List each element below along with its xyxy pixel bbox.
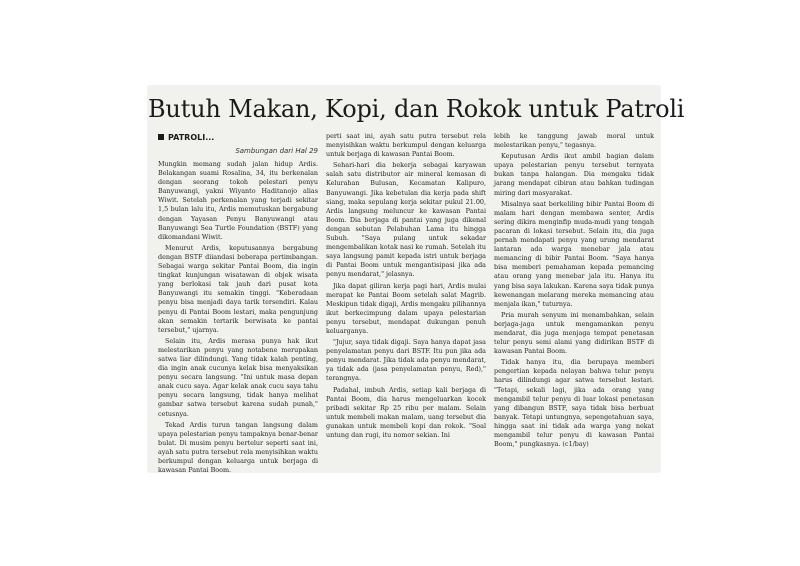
article-column-1: [158, 132, 318, 475]
section-kicker: [158, 132, 318, 143]
continuation-note: Sambungan dari Hal 29: [235, 147, 318, 155]
newspaper-clipping: [148, 86, 685, 475]
kicker-label: PATROLI...: [168, 133, 215, 142]
paragraph: Selain itu, Ardis merasa punya hak ikut melestarikan penyu yang notabene merupakan satwa liar dilindungi. Yang tidak kalah penting, dia ingin anak cucunya kelak bisa menyaksikan penyu secara langsung. "Ini untuk masa depan anak cucu saya. Agar kelak anak cucu saya tahu penyu secara langsung, tidak hanya melihat gambar satwa tersebut karena sudah punah," cetusnya.: [158, 336, 318, 418]
paragraph: Menurut Ardis, keputusannya bergabung dengan BSTF diiandasi beberapa pertimbangan. Sebagai warga sekitar Pantai Boom, dia ingin tingkat kunjungan wisatawan di objek wisata yang berlokasi tak jauh dari pusat kota Banyuwangi itu semakin tinggi. "Keberadaan penyu bisa menjadi daya tarik tersendiri. Kalau penyu di Pantai Boom lestari, maka pengunjung akan semakin tertarik berwisata ke pantai tersebut," ujarnya.: [158, 243, 318, 334]
paragraph: Tidak hanya itu, dia berupaya memberi pengertian kepada nelayan bahwa telur penyu harus dilindungi agar satwa tersebut lestari. "Tetapi, sekali lagi, jika ada orang yang mengambil telur penyu di luar lokasi penetasan yang dibangun BSTF, saya tidak bisa berbuat banyak. Tetapi untungnya, sepengetahuan saya, hingga saat ini tidak ada warga yang nekat mengambil telur penyu di kawasan Pantai Boom," pungkasnya. (c1/bay): [494, 358, 654, 449]
paragraph: Pria murah senyum ini menambahkan, selain berjaga-jaga untuk mengamankan penyu mendarat, dia juga menjaga tempat penetasan telur penyu semi alami yang didirikan BSTF di kawasan Pantai Boom.: [494, 310, 654, 356]
paragraph: Keputusan Ardis ikut ambil bagian dalam upaya pelestarian penyu tersebut ternyata bukan tanpa halangan. Dia mengaku tidak jarang mendapat cibiran atau bahkan tudingan miring dari masyarakat.: [494, 152, 654, 197]
article-column-2: [326, 132, 486, 468]
paragraph: Padahal, imbuh Ardis, setiap kali berjaga di Pantai Boom, dia harus mengeluarkan kocek pribadi sekitar Rp 25 ribu per malam. Selain untuk membeli makan malam, uang tersebut dia gunakan untuk membeli kopi dan rokok. "Soal untung dan rugi, itu nomor sekian. Ini: [326, 385, 486, 439]
paragraph: Mungkin memang sudah jalan hidup Ardis. Belakangan suami Rosalina, 34, itu berkenalan dengan seorang tokoh pelestari penyu Banyuwangi, yakni Wiyanto Haditanojo alias Wiwit. Setelah perkenalan yang terjadi sekitar 1,5 bulan lalu itu, Ardis memutuskan bergabung dengan Yayasan Penyu Banyuwangi atau Banyuwangi Sea Turtle Foundation (BSTF) yang dikomandani Wiwit.: [158, 160, 318, 241]
paragraph: Jika dapat giliran kerja pagi hari, Ardis mulai merapat ke Pantai Boom setelah salat Magrib. Meskipun tidak digaji, Ardis mengaku pilihannya ikut berkecimpung dalam upaya pelestarian penyu tersebut, mendapat dukungan penuh keluarganya.: [326, 281, 486, 335]
paragraph: perti saat ini, ayah satu putra tersebut rela menyisihkan waktu berkumpul dengan keluarga untuk berjaga di kawasan Pantai Boom.: [326, 132, 486, 159]
paragraph: Misalnya saat berkeliling bibir Pantai Boom di malam hari dengan membawa senter, Ardis sering dikira menginfip muda-mudi yang tengah pacaran di lokasi tersebut. Selain itu, dia juga pernah mendapati penyu yang urung mendarat lantaran ada warga menebar jala atau memancing di bibir Pantai Boom. "Saya hanya bisa memberi pemahaman kepada pemancing atau orang yang menebar jala itu. Hanya itu yang bisa saya lakukan. Karena saya tidak punya kewenangan melarang mereka memancing atau menjala ikan," tuturnya.: [494, 199, 654, 308]
paragraph: Sehari-hari dia bekerja sebagai karyawan salah satu distributor air mineral kemasan di Kelurahan Bulusan, Kecamatan Kalipuro, Banyuwangi. Jika kebetulan dia kerja pada shift siang, maka sepulang kerja sekitar pukul 21.00, Ardis langsung meluncur ke kawasan Pantai Boom. Dia berjaga di pantai yang juga dikenal dengan sebutan Pelabuhan Lama itu hingga Subuh. "Saya pulang untuk sekadar mengembalikan kotak nasi ke rumah. Setelah itu saya langsung pamit kepada istri untuk berjaga di Pantai Boom untuk mengantisipasi jika ada penyu mendarat," jelasnya.: [326, 161, 486, 279]
paragraph: "Jujur, saya tidak digaji. Saya hanya dapat jasa penyelamatan penyu dari BSTF. Itu pun jika ada penyu mendarat. Jika tidak ada penyu mendarat, ya tidak ada (jasa penyelamatan penyu, Red)," terangnya.: [326, 338, 486, 383]
kicker-square-icon: [158, 134, 164, 140]
paragraph: Tekad Ardis turun tangan langsung dalam upaya pelestarian penyu tampaknya benar-benar bulat. Di musim penyu bertelur seperti saat ini, ayah satu putra tersebut rela menyisihkan waktu berkumpul dengan keluarga untuk berjaga di kawasan Pantai Boom.: [158, 420, 318, 475]
article-column-3: [494, 132, 654, 468]
article-headline: Butuh Makan, Kopi, dan Rokok untuk Patroli: [148, 95, 685, 123]
paragraph: lebih ke tanggung jawab moral untuk melestarikan penyu," tegasnya.: [494, 132, 654, 150]
